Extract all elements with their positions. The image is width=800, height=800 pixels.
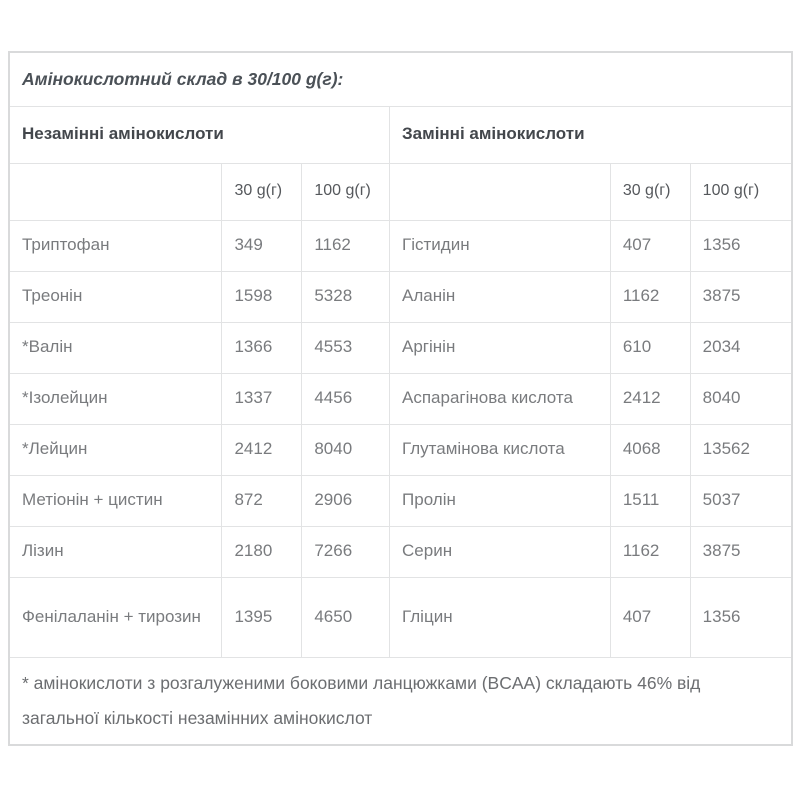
table-row bbox=[9, 373, 792, 424]
value-30g: 1598 bbox=[222, 271, 302, 322]
table-row bbox=[9, 271, 792, 322]
value-30g: 4068 bbox=[610, 424, 690, 475]
section-header-essential: Незамінні амінокислоти bbox=[9, 106, 390, 163]
value-100g: 4456 bbox=[302, 373, 390, 424]
value-30g: 1366 bbox=[222, 322, 302, 373]
amino-name: Аланін bbox=[390, 271, 611, 322]
value-100g: 1356 bbox=[690, 220, 792, 271]
section-header-nonessential: Замінні амінокислоти bbox=[390, 106, 792, 163]
amino-name: Глутамінова кислота bbox=[390, 424, 611, 475]
value-30g: 1511 bbox=[610, 475, 690, 526]
bcaa-footnote: * амінокислоти з розгалуженими боковими ланцюжками (BCAA) складають 46% від загальної кількості незамінних амінокислот bbox=[9, 657, 792, 745]
value-100g: 13562 bbox=[690, 424, 792, 475]
table-row bbox=[9, 322, 792, 373]
amino-name: Аспарагінова кислота bbox=[390, 373, 611, 424]
amino-composition-table bbox=[8, 51, 793, 746]
value-30g: 2412 bbox=[222, 424, 302, 475]
amino-name: Метіонін + цистин bbox=[9, 475, 222, 526]
value-100g: 1356 bbox=[690, 577, 792, 657]
table-row bbox=[9, 475, 792, 526]
value-100g: 7266 bbox=[302, 526, 390, 577]
table-row bbox=[9, 424, 792, 475]
value-100g: 4553 bbox=[302, 322, 390, 373]
value-30g: 349 bbox=[222, 220, 302, 271]
value-100g: 8040 bbox=[690, 373, 792, 424]
value-100g: 5037 bbox=[690, 475, 792, 526]
amino-name: Лізин bbox=[9, 526, 222, 577]
col-header-30g-right: 30 g(г) bbox=[610, 163, 690, 220]
value-100g: 2034 bbox=[690, 322, 792, 373]
value-100g: 2906 bbox=[302, 475, 390, 526]
value-100g: 4650 bbox=[302, 577, 390, 657]
value-30g: 2180 bbox=[222, 526, 302, 577]
value-30g: 407 bbox=[610, 577, 690, 657]
col-header-30g-left: 30 g(г) bbox=[222, 163, 302, 220]
table-title: Амінокислотний склад в 30/100 g(г): bbox=[9, 52, 792, 106]
amino-name: *Валін bbox=[9, 322, 222, 373]
value-100g: 3875 bbox=[690, 271, 792, 322]
amino-name: Гістидин bbox=[390, 220, 611, 271]
table-row bbox=[9, 526, 792, 577]
col-header-100g-right: 100 g(г) bbox=[690, 163, 792, 220]
amino-name: Гліцин bbox=[390, 577, 611, 657]
amino-name: Серин bbox=[390, 526, 611, 577]
table-row bbox=[9, 220, 792, 271]
value-100g: 1162 bbox=[302, 220, 390, 271]
value-100g: 5328 bbox=[302, 271, 390, 322]
value-30g: 1162 bbox=[610, 526, 690, 577]
amino-name: Фенілаланін + тирозин bbox=[9, 577, 222, 657]
value-30g: 1162 bbox=[610, 271, 690, 322]
amino-name: *Лейцин bbox=[9, 424, 222, 475]
amino-name: Аргінін bbox=[390, 322, 611, 373]
amino-name: Треонін bbox=[9, 271, 222, 322]
amino-name: *Ізолейцин bbox=[9, 373, 222, 424]
amino-name: Триптофан bbox=[9, 220, 222, 271]
col-header-100g-left: 100 g(г) bbox=[302, 163, 390, 220]
value-30g: 1395 bbox=[222, 577, 302, 657]
value-30g: 1337 bbox=[222, 373, 302, 424]
table-title-row bbox=[9, 52, 792, 106]
value-30g: 872 bbox=[222, 475, 302, 526]
value-100g: 3875 bbox=[690, 526, 792, 577]
value-30g: 2412 bbox=[610, 373, 690, 424]
amino-name: Пролін bbox=[390, 475, 611, 526]
column-header-row bbox=[9, 163, 792, 220]
value-100g: 8040 bbox=[302, 424, 390, 475]
value-30g: 407 bbox=[610, 220, 690, 271]
footnote-row bbox=[9, 657, 792, 745]
table-row bbox=[9, 577, 792, 657]
empty-corner-cell-right bbox=[390, 163, 611, 220]
section-header-row bbox=[9, 106, 792, 163]
value-30g: 610 bbox=[610, 322, 690, 373]
empty-corner-cell-left bbox=[9, 163, 222, 220]
